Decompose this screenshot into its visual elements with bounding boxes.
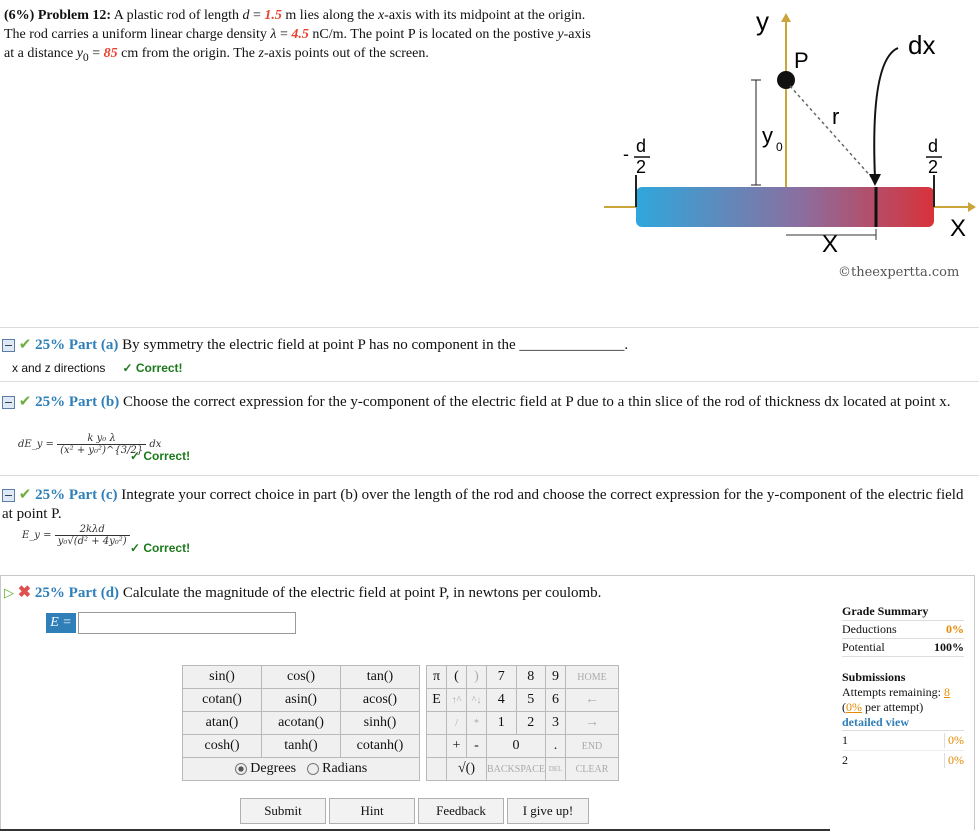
- key-sinh[interactable]: sinh(): [341, 712, 420, 735]
- key-2[interactable]: 2: [516, 712, 546, 735]
- rod-diagram: [598, 0, 978, 290]
- part-a-text: By symmetry the electric field at point P has no component in the ______________.: [122, 337, 629, 353]
- deductions-row: Deductions 0%: [842, 621, 964, 639]
- key-clear[interactable]: CLEAR: [566, 758, 619, 781]
- angle-mode: Degrees Radians: [183, 758, 420, 781]
- key-e[interactable]: E: [427, 689, 447, 712]
- answer-input[interactable]: [78, 612, 296, 634]
- play-icon: ▷: [4, 585, 14, 600]
- key-divide[interactable]: /: [447, 712, 467, 735]
- copyright-text: ©theexpertta.com: [838, 265, 960, 280]
- submission-row: 1 0%: [842, 731, 964, 751]
- r-line: [790, 86, 874, 180]
- grade-summary-title: Grade Summary: [842, 604, 964, 621]
- key-1[interactable]: 1: [487, 712, 517, 735]
- x-axis-label: X: [950, 215, 967, 242]
- check-icon: ✔: [18, 337, 32, 353]
- check-icon: ✔: [18, 487, 32, 503]
- part-b-text: Choose the correct expression for the y-component of the electric field at P due to a thin slice of the rod of thickness dx located at point x.: [122, 394, 951, 410]
- part-b: [2, 393, 972, 412]
- svg-text:0: 0: [776, 140, 783, 154]
- key-tanh[interactable]: tanh(): [262, 735, 341, 758]
- part-c-title: 25% Part (c): [35, 487, 118, 503]
- dx-arrow-icon: [869, 174, 881, 186]
- point-p: [777, 71, 795, 89]
- key-del[interactable]: DEL: [546, 758, 566, 781]
- charged-rod: [636, 187, 934, 227]
- detailed-view-link[interactable]: detailed view: [842, 715, 964, 731]
- attempts-remaining: 8: [943, 685, 950, 699]
- y-axis-arrow-icon: [781, 13, 791, 22]
- key-0[interactable]: 0: [487, 735, 546, 758]
- submit-button[interactable]: Submit: [240, 798, 326, 824]
- key-left[interactable]: ←: [566, 689, 619, 712]
- key-plus[interactable]: +: [447, 735, 467, 758]
- dx-pointer: [874, 48, 898, 178]
- part-a-title: 25% Part (a): [35, 337, 119, 353]
- right-d-den: 2: [928, 157, 939, 177]
- y0-label: y: [762, 123, 773, 148]
- x-distance-label: X: [822, 231, 839, 258]
- part-d-title: 25% Part (d): [34, 585, 120, 601]
- key-multiply[interactable]: *: [467, 712, 487, 735]
- rod-length-value: 1.5: [264, 8, 282, 23]
- problem-header: (6%) Problem 12:: [4, 8, 112, 23]
- give-up-button[interactable]: I give up!: [507, 798, 589, 824]
- divider: [0, 327, 979, 328]
- distance-value: 85: [103, 46, 118, 61]
- key-open-paren[interactable]: (: [447, 666, 467, 689]
- key-cotanh[interactable]: cotanh(): [341, 735, 420, 758]
- key-cos[interactable]: cos(): [262, 666, 341, 689]
- right-d-num: d: [928, 136, 939, 156]
- key-7[interactable]: 7: [487, 666, 517, 689]
- part-a-status: ✓ Correct!: [122, 361, 183, 375]
- cross-icon: ✖: [17, 584, 32, 601]
- key-sqrt[interactable]: √(): [447, 758, 487, 781]
- key-down[interactable]: ^↓: [467, 689, 487, 712]
- part-b-formula: dE_y = $\frac{\text{k y₀ λ}}{\text{(x² + y₀²)\textasciicircum{}\{3/2\}}}$ dx: [18, 433, 162, 456]
- minus-sign: -: [623, 144, 629, 164]
- key-9[interactable]: 9: [546, 666, 566, 689]
- numeric-keypad: [426, 665, 619, 781]
- key-5[interactable]: 5: [516, 689, 546, 712]
- hint-button[interactable]: Hint: [329, 798, 415, 824]
- potential-row: Potential 100%: [842, 639, 964, 657]
- part-c-formula: E_y = $\frac{\text{2kλd}}{\text{y₀√(d² + 4y₀²)}}$: [22, 524, 130, 547]
- part-a-answer: x and z directions: [12, 361, 106, 375]
- x-axis-arrow-icon: [968, 202, 976, 212]
- key-cotan[interactable]: cotan(): [183, 689, 262, 712]
- key-tan[interactable]: tan(): [341, 666, 420, 689]
- key-4[interactable]: 4: [487, 689, 517, 712]
- left-d-num: d: [636, 136, 647, 156]
- key-home[interactable]: HOME: [566, 666, 619, 689]
- key-6[interactable]: 6: [546, 689, 566, 712]
- function-keypad: [182, 665, 420, 781]
- left-d-den: 2: [636, 157, 647, 177]
- p-label: P: [794, 48, 809, 73]
- collapse-icon[interactable]: [2, 339, 15, 352]
- answer-label: E =: [46, 613, 76, 633]
- collapse-icon[interactable]: [2, 489, 15, 502]
- part-c-status: ✓ Correct!: [130, 541, 191, 555]
- key-asin[interactable]: asin(): [262, 689, 341, 712]
- dx-label: dx: [908, 30, 936, 60]
- radians-radio[interactable]: [307, 763, 319, 775]
- key-close-paren[interactable]: ): [467, 666, 487, 689]
- submission-row: 2 0%: [842, 753, 964, 767]
- key-pi[interactable]: π: [427, 666, 447, 689]
- part-a-answer-row: [12, 357, 183, 376]
- submissions-panel: Submissions Attempts remaining: 8 (0% per attempt) detailed view 1 0% 2 0%: [842, 670, 964, 770]
- problem-statement: (6%) Problem 12: A plastic rod of length d = 1.5 m lies along the x-axis with its midpoint at the origin. The rod carries a uniform linear charge density λ = 4.5 nC/m. The point P is located on the postive y-axis at a distance $y_0 = 85$ cm from the origin. The z-axis points out of the screen.: [4, 8, 591, 64]
- key-3[interactable]: 3: [546, 712, 566, 735]
- collapse-icon[interactable]: [2, 396, 15, 409]
- key-up[interactable]: ↑^: [447, 689, 467, 712]
- part-c: [2, 486, 972, 524]
- key-dot[interactable]: .: [546, 735, 566, 758]
- key-acos[interactable]: acos(): [341, 689, 420, 712]
- degrees-radio[interactable]: [235, 763, 247, 775]
- part-c-text: Integrate your correct choice in part (b) over the length of the rod and choose the correct expression for the y-component of the electric field at point P.: [2, 487, 964, 522]
- key-atan[interactable]: atan(): [183, 712, 262, 735]
- part-b-status: ✓ Correct!: [130, 449, 191, 463]
- part-b-title: 25% Part (b): [35, 394, 120, 410]
- key-minus[interactable]: -: [467, 735, 487, 758]
- key-acotan[interactable]: acotan(): [262, 712, 341, 735]
- part-d: [4, 582, 804, 602]
- key-sin[interactable]: sin(): [183, 666, 262, 689]
- key-8[interactable]: 8: [516, 666, 546, 689]
- key-right[interactable]: →: [566, 712, 619, 735]
- y-axis-label: y: [756, 6, 769, 36]
- part-a: [2, 335, 977, 354]
- key-backspace[interactable]: BACKSPACE: [487, 758, 546, 781]
- charge-density-value: 4.5: [291, 27, 309, 42]
- grade-summary: [842, 604, 964, 657]
- key-end[interactable]: END: [566, 735, 619, 758]
- key-cosh[interactable]: cosh(): [183, 735, 262, 758]
- submissions-title: Submissions: [842, 670, 906, 684]
- part-d-text: Calculate the magnitude of the electric field at point P, in newtons per coulomb.: [122, 585, 602, 601]
- r-label: r: [832, 104, 840, 129]
- feedback-button[interactable]: Feedback: [418, 798, 504, 824]
- check-icon: ✔: [18, 394, 32, 410]
